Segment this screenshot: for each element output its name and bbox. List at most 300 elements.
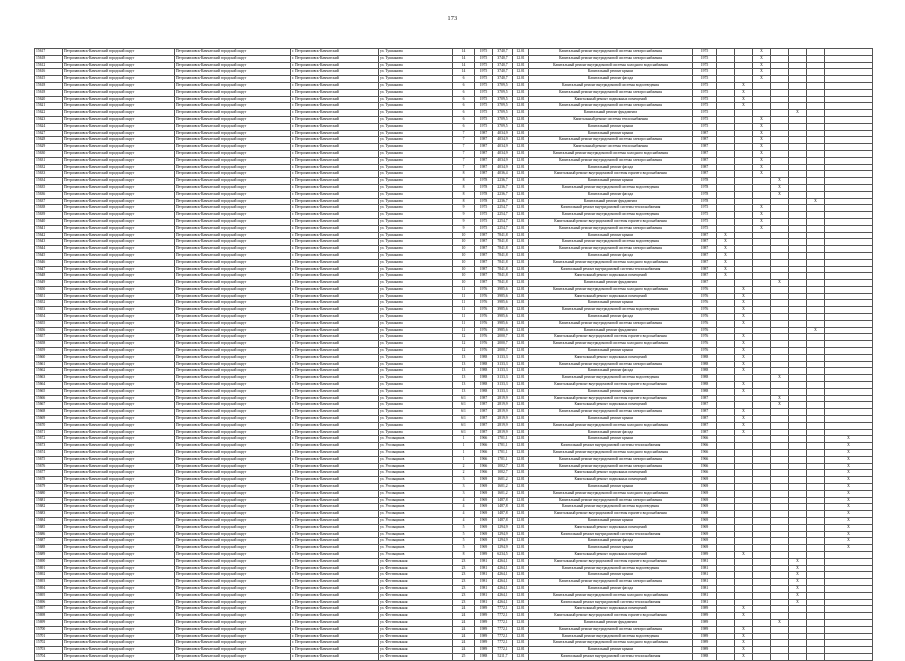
floor-area-cell: 2819,9 bbox=[493, 422, 513, 429]
settlement-cell: Петропавловск-Камчатский городской округ bbox=[175, 123, 291, 130]
floor-area-cell: 7772,1 bbox=[493, 640, 513, 647]
mark-cell bbox=[825, 137, 873, 144]
municipality-cell: Петропавловск-Камчатский городской округ bbox=[63, 388, 175, 395]
city-cell: г. Петропавловск-Камчатский bbox=[291, 443, 379, 450]
mark-cell bbox=[717, 300, 735, 307]
mark-cell bbox=[789, 246, 807, 253]
mark-cell bbox=[717, 218, 735, 225]
mark-cell bbox=[771, 477, 789, 484]
municipality-cell: Петропавловск-Камчатский городской округ bbox=[63, 579, 175, 586]
mark-cell bbox=[753, 456, 771, 463]
build-year-cell: 1987 bbox=[475, 429, 493, 436]
repair-work-cell: Капитальный ремонт внутридомовой системы электроснабжения bbox=[529, 361, 693, 368]
house-number-cell: 10 bbox=[453, 252, 475, 259]
code-cell: 12.01 bbox=[513, 137, 529, 144]
mark-cell bbox=[807, 300, 825, 307]
build-year-cell: 1988 bbox=[475, 354, 493, 361]
street-cell: ул. Фестивальная bbox=[379, 653, 453, 660]
house-number-cell: 6/1 bbox=[453, 402, 475, 409]
mark-cell bbox=[717, 524, 735, 531]
house-number-cell: 8 bbox=[453, 171, 475, 178]
period-cell: 1987 bbox=[693, 232, 717, 239]
period-cell: 1976 bbox=[693, 300, 717, 307]
mark-cell bbox=[717, 89, 735, 96]
table-row bbox=[35, 354, 873, 361]
mark-cell bbox=[717, 49, 735, 56]
mark-cell bbox=[771, 436, 789, 443]
table-row bbox=[35, 110, 873, 117]
street-cell: ул. Тушканова bbox=[379, 259, 453, 266]
city-cell: г. Петропавловск-Камчатский bbox=[291, 388, 379, 395]
code-cell: 12.01 bbox=[513, 123, 529, 130]
mark-cell: X bbox=[735, 640, 753, 647]
city-cell: г. Петропавловск-Камчатский bbox=[291, 314, 379, 321]
mark-cell bbox=[771, 368, 789, 375]
code-cell: 12.01 bbox=[513, 341, 529, 348]
code-cell: 12.01 bbox=[513, 395, 529, 402]
municipality-cell: Петропавловск-Камчатский городской округ bbox=[63, 225, 175, 232]
table-row bbox=[35, 89, 873, 96]
mark-cell bbox=[789, 619, 807, 626]
period-cell: 1976 bbox=[693, 334, 717, 341]
street-cell: ул. Тушканова bbox=[379, 361, 453, 368]
build-year-cell: 1969 bbox=[475, 524, 493, 531]
floor-area-cell: 3740,7 bbox=[493, 62, 513, 69]
mark-cell bbox=[789, 218, 807, 225]
period-cell: 1969 bbox=[693, 477, 717, 484]
floor-area-cell: 3709,5 bbox=[493, 82, 513, 89]
house-number-cell: 11 bbox=[453, 327, 475, 334]
street-cell: ул. Угольщиков bbox=[379, 551, 453, 558]
mark-cell bbox=[807, 69, 825, 76]
period-cell: 1976 bbox=[693, 320, 717, 327]
table-row bbox=[35, 545, 873, 552]
mark-cell bbox=[753, 286, 771, 293]
build-year-cell: 1975 bbox=[475, 110, 493, 117]
street-cell: ул. Угольщиков bbox=[379, 484, 453, 491]
city-cell: г. Петропавловск-Камчатский bbox=[291, 613, 379, 620]
build-year-cell: 1969 bbox=[475, 538, 493, 545]
mark-cell bbox=[735, 619, 753, 626]
mark-cell bbox=[771, 205, 789, 212]
mark-cell: X bbox=[753, 69, 771, 76]
settlement-cell: Петропавловск-Камчатский городской округ bbox=[175, 565, 291, 572]
settlement-cell: Петропавловск-Камчатский городской округ bbox=[175, 259, 291, 266]
city-cell: г. Петропавловск-Камчатский bbox=[291, 218, 379, 225]
mark-cell: X bbox=[753, 205, 771, 212]
street-cell: ул. Тушканова bbox=[379, 225, 453, 232]
mark-cell bbox=[771, 164, 789, 171]
mark-cell bbox=[753, 103, 771, 110]
floor-area-cell: 1294,9 bbox=[493, 538, 513, 545]
city-cell: г. Петропавловск-Камчатский bbox=[291, 171, 379, 178]
mark-cell bbox=[807, 422, 825, 429]
mark-cell bbox=[735, 252, 753, 259]
mark-cell bbox=[771, 517, 789, 524]
code-cell: 12.01 bbox=[513, 184, 529, 191]
build-year-cell: 1975 bbox=[475, 205, 493, 212]
house-number-cell: 10 bbox=[453, 239, 475, 246]
floor-area-cell: 3740,7 bbox=[493, 76, 513, 83]
mark-cell bbox=[807, 293, 825, 300]
table-row bbox=[35, 477, 873, 484]
period-cell: 1988 bbox=[693, 375, 717, 382]
mark-cell bbox=[753, 184, 771, 191]
house-number-cell: 24 bbox=[453, 619, 475, 626]
mark-cell bbox=[717, 212, 735, 219]
mark-cell bbox=[789, 205, 807, 212]
table-row bbox=[35, 558, 873, 565]
mark-cell bbox=[735, 524, 753, 531]
table-row bbox=[35, 286, 873, 293]
mark-cell bbox=[717, 538, 735, 545]
mark-cell bbox=[825, 388, 873, 395]
floor-area-cell: 3133,3 bbox=[493, 388, 513, 395]
repair-work-cell: Капитальный ремонт внутридомовой системы горячего водоснабжения bbox=[529, 613, 693, 620]
record-id-cell: 15682 bbox=[35, 504, 63, 511]
mark-cell bbox=[807, 157, 825, 164]
mark-cell bbox=[735, 402, 753, 409]
period-cell: 1969 bbox=[693, 511, 717, 518]
mark-cell bbox=[789, 320, 807, 327]
record-id-cell: 15623 bbox=[35, 116, 63, 123]
mark-cell: X bbox=[717, 273, 735, 280]
repair-work-cell: Капитальный ремонт фасада bbox=[529, 252, 693, 259]
house-number-cell: 12 bbox=[453, 334, 475, 341]
mark-cell: X bbox=[735, 89, 753, 96]
mark-cell bbox=[753, 252, 771, 259]
street-cell: ул. Угольщиков bbox=[379, 531, 453, 538]
mark-cell bbox=[717, 490, 735, 497]
repair-work-cell: Капитальный ремонт внутридомовой системы электроснабжения bbox=[529, 463, 693, 470]
mark-cell bbox=[753, 497, 771, 504]
settlement-cell: Петропавловск-Камчатский городской округ bbox=[175, 218, 291, 225]
city-cell: г. Петропавловск-Камчатский bbox=[291, 375, 379, 382]
mark-cell bbox=[735, 239, 753, 246]
period-cell: 1966 bbox=[693, 436, 717, 443]
period-cell: 1981 bbox=[693, 579, 717, 586]
mark-cell bbox=[771, 531, 789, 538]
municipality-cell: Петропавловск-Камчатский городской округ bbox=[63, 368, 175, 375]
table-row bbox=[35, 497, 873, 504]
mark-cell bbox=[825, 579, 873, 586]
municipality-cell: Петропавловск-Камчатский городской округ bbox=[63, 572, 175, 579]
mark-cell bbox=[717, 171, 735, 178]
table-row bbox=[35, 164, 873, 171]
mark-cell bbox=[807, 640, 825, 647]
repair-work-cell: Капитальный ремонт внутридомовой системы водоотведения bbox=[529, 565, 693, 572]
settlement-cell: Петропавловск-Камчатский городской округ bbox=[175, 416, 291, 423]
street-cell: ул. Фестивальная bbox=[379, 579, 453, 586]
build-year-cell: 1987 bbox=[475, 157, 493, 164]
city-cell: г. Петропавловск-Камчатский bbox=[291, 653, 379, 660]
period-cell: 1969 bbox=[693, 545, 717, 552]
code-cell: 12.01 bbox=[513, 300, 529, 307]
street-cell: ул. Тушканова bbox=[379, 375, 453, 382]
mark-cell bbox=[717, 463, 735, 470]
period-cell: 1987 bbox=[693, 259, 717, 266]
mark-cell bbox=[753, 402, 771, 409]
period-cell: 1987 bbox=[693, 239, 717, 246]
house-number-cell: 6/1 bbox=[453, 422, 475, 429]
street-cell: ул. Угольщиков bbox=[379, 477, 453, 484]
mark-cell bbox=[789, 606, 807, 613]
city-cell: г. Петропавловск-Камчатский bbox=[291, 484, 379, 491]
city-cell: г. Петропавловск-Камчатский bbox=[291, 572, 379, 579]
repair-work-cell: Капитальный ремонт внутридомовой системы электроснабжения bbox=[529, 320, 693, 327]
period-cell: 1975 bbox=[693, 49, 717, 56]
build-year-cell: 1969 bbox=[475, 484, 493, 491]
floor-area-cell: 3985,6 bbox=[493, 327, 513, 334]
build-year-cell: 1987 bbox=[475, 252, 493, 259]
period-cell: 1989 bbox=[693, 619, 717, 626]
mark-cell bbox=[717, 531, 735, 538]
mark-cell: X bbox=[753, 116, 771, 123]
period-cell: 1987 bbox=[693, 416, 717, 423]
table-row bbox=[35, 361, 873, 368]
mark-cell: X bbox=[735, 96, 753, 103]
mark-cell bbox=[825, 232, 873, 239]
mark-cell bbox=[771, 558, 789, 565]
table-row bbox=[35, 484, 873, 491]
code-cell: 12.01 bbox=[513, 307, 529, 314]
street-cell: ул. Тушканова bbox=[379, 246, 453, 253]
mark-cell bbox=[825, 375, 873, 382]
floor-area-cell: 4264,1 bbox=[493, 572, 513, 579]
floor-area-cell: 1601,2 bbox=[493, 490, 513, 497]
mark-cell bbox=[735, 477, 753, 484]
mark-cell bbox=[717, 633, 735, 640]
street-cell: ул. Фестивальная bbox=[379, 592, 453, 599]
repair-work-cell: Капитальный ремонт фасада bbox=[529, 314, 693, 321]
repair-work-cell: Капитальный ремонт крыши bbox=[529, 123, 693, 130]
mark-cell: X bbox=[735, 653, 753, 660]
table-row bbox=[35, 619, 873, 626]
mark-cell bbox=[753, 354, 771, 361]
mark-cell: X bbox=[717, 266, 735, 273]
mark-cell bbox=[807, 218, 825, 225]
city-cell: г. Петропавловск-Камчатский bbox=[291, 239, 379, 246]
settlement-cell: Петропавловск-Камчатский городской округ bbox=[175, 497, 291, 504]
mark-cell bbox=[735, 450, 753, 457]
build-year-cell: 1988 bbox=[475, 368, 493, 375]
mark-cell bbox=[717, 375, 735, 382]
mark-cell bbox=[735, 62, 753, 69]
settlement-cell: Петропавловск-Камчатский городской округ bbox=[175, 293, 291, 300]
mark-cell bbox=[717, 191, 735, 198]
street-cell: ул. Фестивальная bbox=[379, 626, 453, 633]
period-cell: 1975 bbox=[693, 76, 717, 83]
table-row bbox=[35, 130, 873, 137]
municipality-cell: Петропавловск-Камчатский городской округ bbox=[63, 511, 175, 518]
period-cell: 1976 bbox=[693, 314, 717, 321]
mark-cell bbox=[771, 239, 789, 246]
mark-cell bbox=[807, 354, 825, 361]
mark-cell bbox=[717, 436, 735, 443]
street-cell: ул. Фестивальная bbox=[379, 558, 453, 565]
floor-area-cell: 3985,6 bbox=[493, 300, 513, 307]
city-cell: г. Петропавловск-Камчатский bbox=[291, 579, 379, 586]
mark-cell bbox=[753, 178, 771, 185]
mark-cell bbox=[825, 184, 873, 191]
mark-cell bbox=[771, 361, 789, 368]
city-cell: г. Петропавловск-Камчатский bbox=[291, 531, 379, 538]
street-cell: ул. Тушканова bbox=[379, 409, 453, 416]
settlement-cell: Петропавловск-Камчатский городской округ bbox=[175, 286, 291, 293]
city-cell: г. Петропавловск-Камчатский bbox=[291, 517, 379, 524]
city-cell: г. Петропавловск-Камчатский bbox=[291, 212, 379, 219]
floor-area-cell: 3740,7 bbox=[493, 49, 513, 56]
floor-area-cell: 4034,9 bbox=[493, 150, 513, 157]
mark-cell bbox=[717, 395, 735, 402]
mark-cell bbox=[735, 218, 753, 225]
street-cell: ул. Тушканова bbox=[379, 171, 453, 178]
mark-cell bbox=[771, 198, 789, 205]
mark-cell bbox=[771, 450, 789, 457]
mark-cell bbox=[717, 585, 735, 592]
mark-cell bbox=[789, 225, 807, 232]
period-cell: 1969 bbox=[693, 517, 717, 524]
build-year-cell: 1976 bbox=[475, 286, 493, 293]
municipality-cell: Петропавловск-Камчатский городской округ bbox=[63, 470, 175, 477]
municipality-cell: Петропавловск-Камчатский городской округ bbox=[63, 497, 175, 504]
mark-cell bbox=[825, 205, 873, 212]
settlement-cell: Петропавловск-Камчатский городской округ bbox=[175, 300, 291, 307]
mark-cell bbox=[753, 653, 771, 660]
record-id-cell: 15624 bbox=[35, 123, 63, 130]
mark-cell bbox=[753, 96, 771, 103]
mark-cell bbox=[735, 395, 753, 402]
floor-area-cell: 4264,1 bbox=[493, 565, 513, 572]
city-cell: г. Петропавловск-Камчатский bbox=[291, 184, 379, 191]
repair-work-cell: Капитальный ремонт крыши bbox=[529, 348, 693, 355]
mark-cell bbox=[771, 171, 789, 178]
build-year-cell: 1975 bbox=[475, 96, 493, 103]
code-cell: 12.01 bbox=[513, 232, 529, 239]
mark-cell bbox=[789, 103, 807, 110]
period-cell: 1987 bbox=[693, 252, 717, 259]
repair-work-cell: Капитальный ремонт внутридомовой системы холодного водоснабжения bbox=[529, 490, 693, 497]
house-number-cell: 10 bbox=[453, 259, 475, 266]
floor-area-cell: 6234,5 bbox=[493, 551, 513, 558]
house-number-cell: 23 bbox=[453, 565, 475, 572]
mark-cell: X bbox=[825, 490, 873, 497]
record-id-cell: 15671 bbox=[35, 429, 63, 436]
settlement-cell: Петропавловск-Камчатский городской округ bbox=[175, 484, 291, 491]
code-cell: 12.01 bbox=[513, 375, 529, 382]
mark-cell bbox=[771, 55, 789, 62]
street-cell: ул. Тушканова bbox=[379, 178, 453, 185]
code-cell: 12.01 bbox=[513, 490, 529, 497]
settlement-cell: Петропавловск-Камчатский городской округ bbox=[175, 456, 291, 463]
code-cell: 12.01 bbox=[513, 579, 529, 586]
mark-cell: X bbox=[825, 511, 873, 518]
city-cell: г. Петропавловск-Камчатский bbox=[291, 395, 379, 402]
code-cell: 12.01 bbox=[513, 110, 529, 117]
build-year-cell: 1976 bbox=[475, 307, 493, 314]
house-number-cell: 11 bbox=[453, 307, 475, 314]
mark-cell bbox=[753, 259, 771, 266]
floor-area-cell: 2819,9 bbox=[493, 402, 513, 409]
street-cell: ул. Угольщиков bbox=[379, 504, 453, 511]
period-cell: 1969 bbox=[693, 497, 717, 504]
build-year-cell: 1975 bbox=[475, 49, 493, 56]
house-number-cell: 24 bbox=[453, 633, 475, 640]
table-row bbox=[35, 348, 873, 355]
municipality-cell: Петропавловск-Камчатский городской округ bbox=[63, 191, 175, 198]
house-number-cell: 10 bbox=[453, 246, 475, 253]
settlement-cell: Петропавловск-Камчатский городской округ bbox=[175, 205, 291, 212]
mark-cell bbox=[825, 354, 873, 361]
settlement-cell: Петропавловск-Камчатский городской округ bbox=[175, 579, 291, 586]
floor-area-cell: 7772,1 bbox=[493, 626, 513, 633]
settlement-cell: Петропавловск-Камчатский городской округ bbox=[175, 96, 291, 103]
repair-work-cell: Капитальный ремонт внутридомовой системы электроснабжения bbox=[529, 497, 693, 504]
municipality-cell: Петропавловск-Камчатский городской округ bbox=[63, 640, 175, 647]
mark-cell bbox=[753, 517, 771, 524]
street-cell: ул. Тушканова bbox=[379, 116, 453, 123]
municipality-cell: Петропавловск-Камчатский городской округ bbox=[63, 212, 175, 219]
mark-cell bbox=[735, 579, 753, 586]
floor-area-cell: 2236,7 bbox=[493, 191, 513, 198]
repair-work-cell: Капитальный ремонт внутридомовой системы электроснабжения bbox=[529, 225, 693, 232]
city-cell: г. Петропавловск-Камчатский bbox=[291, 259, 379, 266]
build-year-cell: 1975 bbox=[475, 89, 493, 96]
street-cell: ул. Тушканова bbox=[379, 382, 453, 389]
repair-work-cell: Капитальный ремонт крыши bbox=[529, 436, 693, 443]
floor-area-cell: 2236,7 bbox=[493, 178, 513, 185]
repair-work-cell: Капитальный ремонт системы теплоснабжения bbox=[529, 144, 693, 151]
municipality-cell: Петропавловск-Камчатский городской округ bbox=[63, 239, 175, 246]
mark-cell bbox=[807, 232, 825, 239]
mark-cell bbox=[825, 422, 873, 429]
mark-cell bbox=[717, 62, 735, 69]
mark-cell bbox=[789, 545, 807, 552]
table-row bbox=[35, 551, 873, 558]
build-year-cell: 1975 bbox=[475, 123, 493, 130]
municipality-cell: Петропавловск-Камчатский городской округ bbox=[63, 293, 175, 300]
mark-cell bbox=[789, 150, 807, 157]
mark-cell bbox=[717, 484, 735, 491]
build-year-cell: 1976 bbox=[475, 300, 493, 307]
floor-area-cell: 3985,6 bbox=[493, 314, 513, 321]
settlement-cell: Петропавловск-Камчатский городской округ bbox=[175, 144, 291, 151]
city-cell: г. Петропавловск-Камчатский bbox=[291, 300, 379, 307]
mark-cell bbox=[753, 89, 771, 96]
house-number-cell: 6 bbox=[453, 123, 475, 130]
street-cell: ул. Тушканова bbox=[379, 239, 453, 246]
city-cell: г. Петропавловск-Камчатский bbox=[291, 293, 379, 300]
municipality-cell: Петропавловск-Камчатский городской округ bbox=[63, 259, 175, 266]
record-id-cell: 15638 bbox=[35, 205, 63, 212]
municipality-cell: Петропавловск-Камчатский городской округ bbox=[63, 123, 175, 130]
mark-cell bbox=[789, 69, 807, 76]
mark-cell bbox=[807, 212, 825, 219]
mark-cell bbox=[807, 239, 825, 246]
mark-cell bbox=[789, 239, 807, 246]
mark-cell bbox=[825, 191, 873, 198]
mark-cell bbox=[825, 212, 873, 219]
period-cell: 1981 bbox=[693, 558, 717, 565]
municipality-cell: Петропавловск-Камчатский городской округ bbox=[63, 409, 175, 416]
repair-work-cell: Капитальный ремонт подвальных помещений bbox=[529, 551, 693, 558]
mark-cell: X bbox=[825, 443, 873, 450]
code-cell: 12.01 bbox=[513, 103, 529, 110]
repair-work-cell: Капитальный ремонт внутридомовой системы водоотведения bbox=[529, 307, 693, 314]
mark-cell bbox=[771, 640, 789, 647]
period-cell: 1987 bbox=[693, 395, 717, 402]
mark-cell bbox=[807, 382, 825, 389]
